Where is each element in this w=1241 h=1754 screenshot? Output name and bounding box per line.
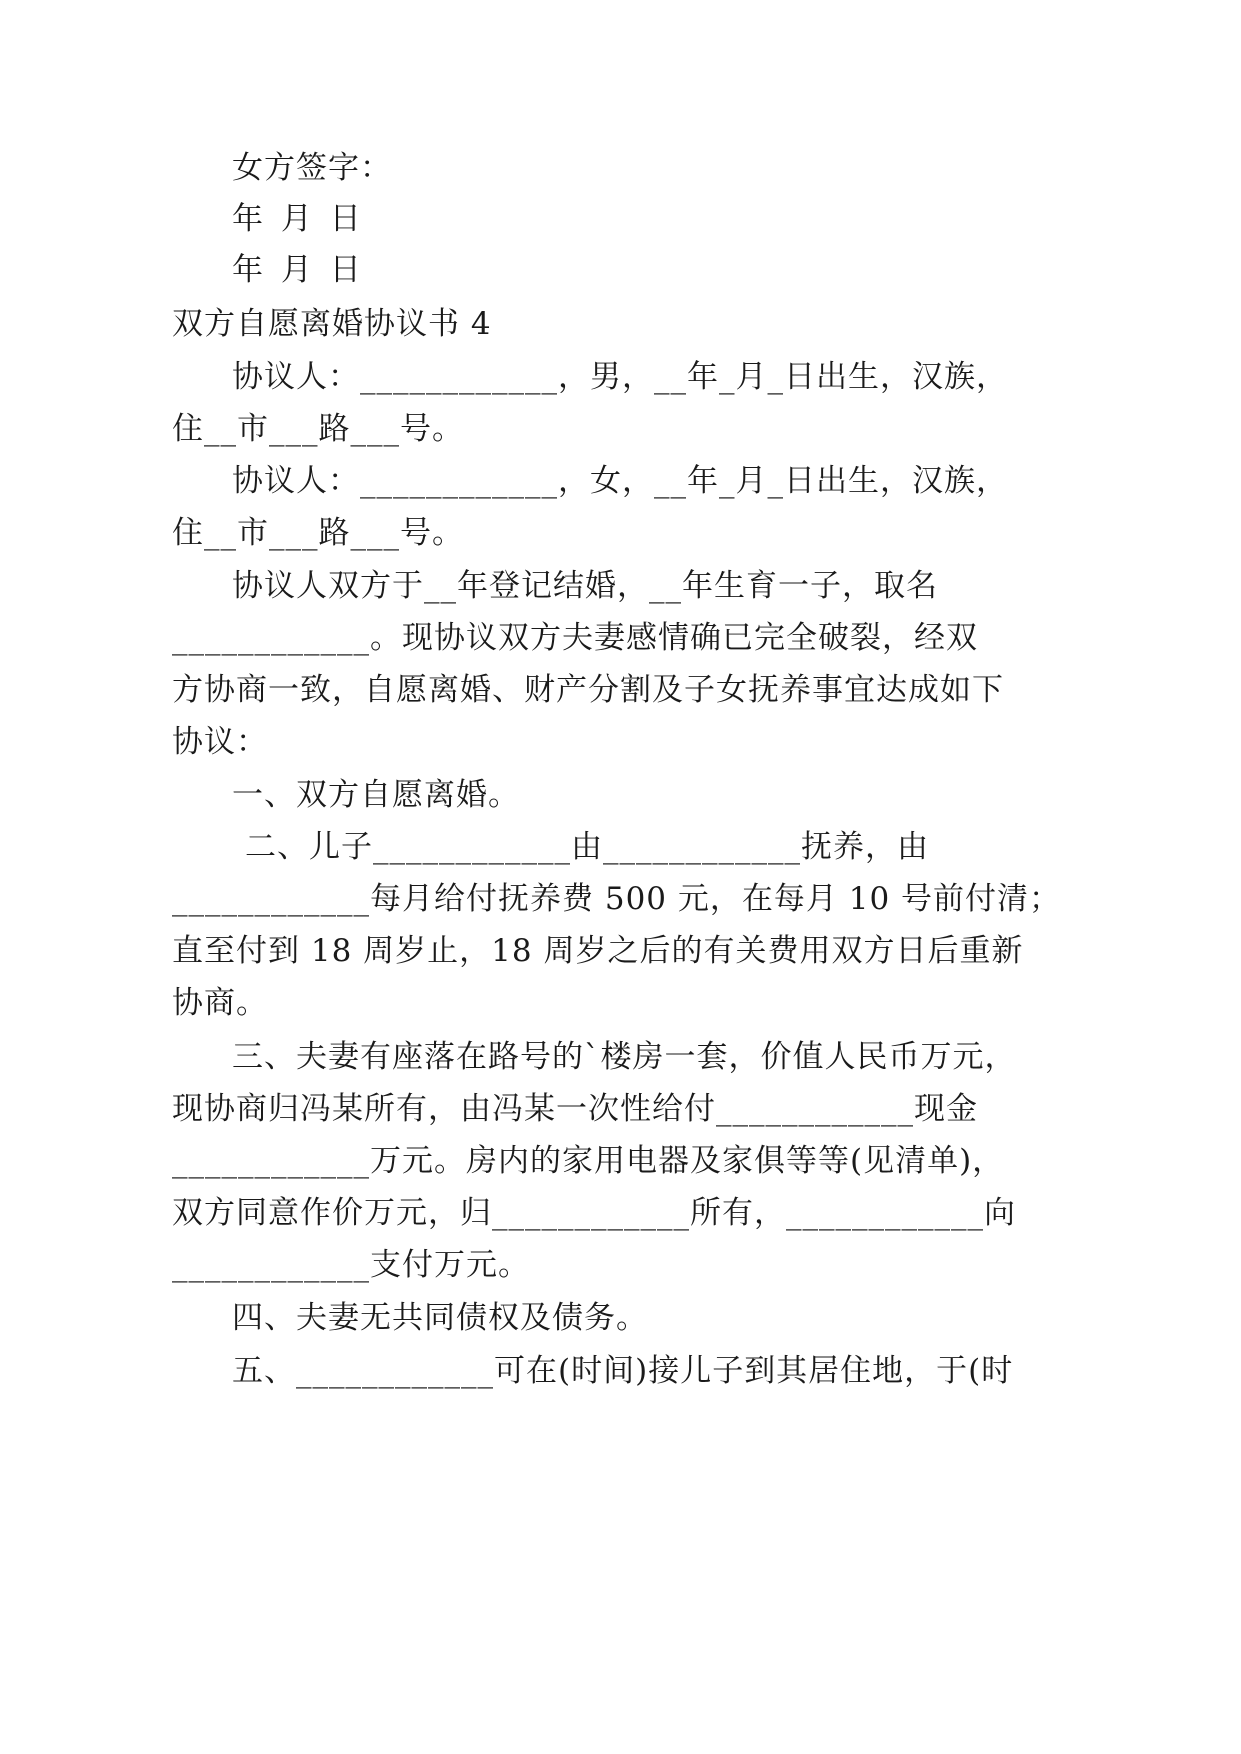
paragraph-line: 二、儿子____________由____________抚养，由 (245, 829, 929, 865)
paragraph-line: 现协商归冯某所有，由冯某一次性给付____________现金 (172, 1091, 978, 1127)
paragraph-line: ____________支付万元。 (172, 1247, 530, 1283)
paragraph-line: 双方同意作价万元，归____________所有，____________向 (172, 1195, 1016, 1231)
paragraph-line: 方协商一致，自愿离婚、财产分割及子女抚养事宜达成如下 (172, 672, 1004, 708)
paragraph-line: 协议人双方于__年登记结婚，__年生育一子，取名 (232, 568, 938, 604)
date-line: 年 月 日 (232, 201, 365, 237)
paragraph-line: 五、____________可在(时间)接儿子到其居住地，于(时 (232, 1353, 1014, 1389)
paragraph-line: ____________万元。房内的家用电器及家俱等等(见清单)， (172, 1143, 1005, 1179)
section-title: 双方自愿离婚协议书 4 (172, 306, 492, 342)
paragraph-line: 协议： (172, 724, 268, 760)
paragraph-line: 住__市___路___号。 (172, 411, 464, 447)
paragraph-line: 三、夫妻有座落在路号的`楼房一套，价值人民币万元， (232, 1039, 1017, 1075)
paragraph-line: ____________每月给付抚养费 500 元，在每月 10 号前付清； (172, 881, 1062, 917)
paragraph-line: 四、夫妻无共同债权及债务。 (232, 1300, 648, 1336)
paragraph-line: 住__市___路___号。 (172, 515, 464, 551)
paragraph-line: ____________。现协议双方夫妻感情确已完全破裂，经双 (172, 620, 978, 656)
date-line: 年 月 日 (232, 252, 365, 288)
paragraph-line: 协商。 (172, 985, 268, 1021)
paragraph-line: 一、双方自愿离婚。 (232, 777, 520, 813)
paragraph-line: 协议人：____________，女，__年_月_日出生，汉族， (232, 463, 1008, 499)
paragraph-line: 协议人：____________，男，__年_月_日出生，汉族， (232, 359, 1008, 395)
paragraph-line: 直至付到 18 周岁止，18 周岁之后的有关费用双方日后重新 (172, 933, 1024, 969)
female-signature-label: 女方签字： (232, 150, 392, 186)
